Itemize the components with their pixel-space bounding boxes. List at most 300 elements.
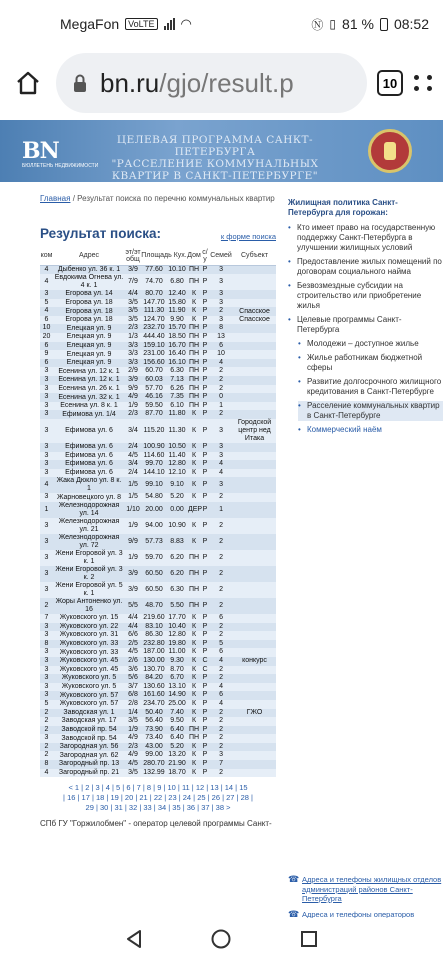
- table-cell: 144.10: [141, 469, 167, 478]
- table-row: [40, 393, 276, 402]
- table-cell: 3/9: [125, 376, 141, 385]
- address-cell: Ефимова ул. 6: [53, 419, 125, 443]
- table-cell: [233, 717, 276, 726]
- table-cell: [233, 566, 276, 582]
- table-cell: [233, 410, 276, 419]
- table-cell: 4: [209, 469, 233, 478]
- table-cell: ДЕР: [187, 502, 201, 518]
- table-cell: С: [202, 665, 208, 673]
- table-cell: 9/9: [125, 385, 141, 394]
- column-header: ком: [40, 247, 53, 265]
- sidebar-item[interactable]: • Кто имеет право на государственную поддержку Санкт-Петербурга в улучшении жилищных условий: [288, 223, 443, 253]
- table-cell: ПН: [188, 324, 200, 332]
- table-cell: 3: [40, 657, 53, 666]
- table-cell: 4/4: [125, 623, 141, 632]
- table-cell: 5: [40, 700, 53, 709]
- table-cell: 18.50: [168, 333, 186, 341]
- table-cell: 2: [40, 743, 53, 752]
- table-header-row: [40, 247, 276, 265]
- table-cell: Р: [202, 290, 208, 298]
- address-cell: Жени Егоровой ул. 3 к. 1: [53, 550, 125, 566]
- table-cell: Р: [202, 742, 208, 750]
- table-cell: 3: [209, 419, 233, 443]
- sidebar-subitem[interactable]: • Коммерческий наём: [298, 425, 443, 435]
- table-cell: 56.40: [141, 717, 167, 726]
- table-row: [40, 582, 276, 598]
- table-cell: 4/5: [125, 648, 141, 657]
- table-cell: 2: [209, 582, 233, 598]
- table-cell: [233, 582, 276, 598]
- table-cell: 3/9: [125, 582, 141, 598]
- table-cell: 4: [209, 700, 233, 709]
- table-row: [40, 419, 276, 443]
- table-cell: [233, 691, 276, 700]
- table-cell: 4: [209, 683, 233, 692]
- table-row: [40, 376, 276, 385]
- table-cell: 6.80: [167, 274, 187, 290]
- table-cell: 6.30: [167, 582, 187, 598]
- address-cell: Жуковского ул. 33: [53, 648, 125, 657]
- table-row: [40, 598, 276, 614]
- table-cell: К: [187, 717, 201, 726]
- table-cell: Р: [202, 717, 208, 725]
- table-cell: [233, 469, 276, 478]
- table-cell: Р: [201, 502, 209, 518]
- lock-icon: [72, 73, 88, 93]
- table-cell: [233, 443, 276, 452]
- table-row: [40, 333, 276, 342]
- table-cell: 2: [40, 709, 53, 718]
- table-cell: 111.30: [141, 307, 167, 316]
- sidebar-subitem[interactable]: • Жилье работникам бюджетной сферы: [298, 353, 443, 373]
- table-cell: [233, 666, 276, 675]
- sidebar-subitem[interactable]: • Развитие долгосрочного жилищного кредитования в Санкт-Петербурге: [298, 377, 443, 397]
- address-cell: Загородная ул. 56: [53, 743, 125, 752]
- search-form-link[interactable]: к форме поиска: [220, 232, 276, 241]
- table-cell: 9.50: [167, 717, 187, 726]
- table-row: [40, 290, 276, 299]
- address-cell: Жуковского ул. 15: [53, 614, 125, 623]
- table-cell: 7: [40, 614, 53, 623]
- table-cell: 60.70: [141, 367, 167, 376]
- table-cell: 2/4: [125, 469, 141, 478]
- address-cell: Елецкая ул. 9: [53, 333, 125, 342]
- table-cell: К: [187, 648, 201, 657]
- table-cell: Р: [201, 518, 209, 534]
- table-cell: 87.70: [141, 410, 167, 419]
- table-cell: ПН: [188, 333, 200, 341]
- table-cell: [233, 640, 276, 649]
- address-cell: Евдокима Огнева ул. 4 к. 1: [54, 274, 124, 290]
- table-cell: 280.70: [141, 760, 167, 769]
- back-icon[interactable]: [123, 928, 145, 950]
- table-cell: 187.00: [141, 648, 167, 657]
- table-cell: [233, 683, 276, 692]
- table-cell: Р: [202, 350, 208, 358]
- table-cell: ПН: [187, 582, 201, 598]
- table-cell: Р: [202, 691, 208, 699]
- table-row: [40, 683, 276, 692]
- table-cell: 60.03: [141, 376, 167, 385]
- table-cell: Р: [202, 751, 208, 759]
- table-cell: 1/5: [125, 493, 141, 502]
- table-cell: 2/9: [125, 367, 141, 376]
- table-cell: 4: [40, 274, 53, 290]
- table-cell: [233, 460, 276, 469]
- table-cell: 3/6: [125, 666, 141, 675]
- table-cell: [233, 299, 276, 308]
- table-cell: Р: [202, 460, 208, 468]
- table-cell: 73.90: [141, 726, 167, 735]
- table-cell: 11.00: [168, 648, 186, 656]
- table-cell: 6/8: [125, 691, 141, 700]
- table-cell: 3: [40, 376, 53, 385]
- table-cell: 5/5: [125, 598, 141, 614]
- table-cell: 3/9: [125, 265, 141, 274]
- table-cell: 3/5: [125, 307, 141, 316]
- table-cell: 1: [209, 502, 233, 518]
- table-cell: 3: [40, 290, 53, 299]
- table-row: [40, 443, 276, 452]
- table-cell: 6: [40, 316, 53, 325]
- table-cell: К: [187, 614, 201, 623]
- table-cell: 7.40: [167, 709, 187, 718]
- table-cell: 4/5: [125, 760, 141, 769]
- table-cell: 17.70: [168, 613, 186, 621]
- table-row: [40, 469, 276, 478]
- home-nav-icon[interactable]: [210, 928, 232, 950]
- table-cell: 86.30: [141, 631, 167, 640]
- table-cell: 3/3: [125, 342, 141, 351]
- table-cell: ПН: [188, 367, 200, 375]
- table-row: [40, 342, 276, 351]
- table-cell: [233, 452, 276, 461]
- table-cell: 20.00: [141, 502, 167, 518]
- column-header: Площадь Кух.: [141, 247, 187, 265]
- table-row: [40, 307, 276, 316]
- address-bar[interactable]: [56, 53, 367, 113]
- table-cell: 8: [40, 640, 53, 649]
- table-cell: С: [202, 656, 208, 664]
- table-cell: [233, 342, 276, 351]
- table-cell: [233, 518, 276, 534]
- table-cell: ГЖО: [233, 709, 276, 718]
- table-cell: 4: [209, 657, 233, 666]
- table-cell: 3: [40, 385, 53, 394]
- address-cell: Елецкая ул. 9: [53, 350, 125, 359]
- table-cell: Р: [202, 631, 208, 639]
- table-cell: К: [187, 460, 201, 469]
- table-cell: Р: [201, 477, 209, 493]
- contacts-link[interactable]: ☎ Адреса и телефоны операторов: [288, 910, 443, 929]
- pagination[interactable]: < 1 | 2 | 3 | 4 | 5 | 6 | 7 | 8 | 9 | 10 | 11 | 12 | 13 | 14 | 15 | 16 | 17 | 18 | 19 | 20 | 21 | 22 | 23 | 24 | 25 | 26 | 27 | 28 | 29 | 30 | 31 | 32 | 33 | 34 | 35 | 36 | 37 | 38 >: [63, 783, 253, 813]
- sidebar-subitem-active[interactable]: • Расселение коммунальных квартир в Санкт-Петербурге: [298, 401, 443, 421]
- table-cell: 3: [40, 493, 53, 502]
- table-row: [40, 657, 276, 666]
- table-cell: 3: [40, 582, 53, 598]
- battery-level: 81 %: [342, 16, 374, 32]
- table-cell: 8.83: [167, 534, 187, 550]
- signal-icon: [164, 18, 175, 30]
- table-cell: Р: [202, 768, 208, 776]
- clock: 08:52: [393, 16, 429, 32]
- table-cell: 3: [40, 648, 53, 657]
- table-cell: 13.20: [168, 751, 186, 759]
- table-cell: 2/3: [125, 410, 141, 419]
- table-cell: 3: [209, 299, 233, 308]
- breadcrumb-home-link[interactable]: Главная: [40, 194, 71, 203]
- table-cell: 130.70: [141, 666, 167, 675]
- table-cell: 3/9: [125, 566, 141, 582]
- table-cell: 4/9: [125, 751, 141, 760]
- table-cell: 14.90: [168, 691, 186, 699]
- table-cell: К: [187, 657, 201, 666]
- table-cell: 59.50: [141, 402, 167, 411]
- table-row: [40, 493, 276, 502]
- table-cell: 94.00: [141, 518, 167, 534]
- table-cell: 6: [209, 614, 233, 623]
- table-cell: Р: [202, 613, 208, 621]
- address-cell: Жуковского ул. 45: [53, 666, 125, 675]
- table-cell: 2/5: [125, 640, 141, 649]
- site-banner: [0, 120, 443, 182]
- table-cell: 99.00: [141, 751, 167, 760]
- address-cell: Елецкая ул. 9: [53, 324, 125, 333]
- table-cell: 2: [209, 566, 233, 582]
- sidebar-item[interactable]: • Предоставление жилых помещений по договорам социального найма: [288, 257, 443, 277]
- table-cell: 3: [209, 751, 233, 760]
- table-cell: К: [187, 518, 201, 534]
- table-row: [40, 743, 276, 752]
- table-cell: 3: [40, 460, 53, 469]
- table-cell: 4: [40, 769, 53, 778]
- address-cell: Жуковского ул. 33: [53, 640, 125, 649]
- table-cell: 5.50: [167, 598, 187, 614]
- column-header: Адрес: [53, 247, 125, 265]
- table-row: [40, 316, 276, 325]
- table-cell: 15.70: [168, 324, 186, 332]
- recents-icon[interactable]: [298, 928, 320, 950]
- table-row: [40, 751, 276, 760]
- table-cell: К: [187, 493, 201, 502]
- table-cell: Р: [202, 410, 208, 418]
- table-cell: 2: [209, 534, 233, 550]
- table-cell: Р: [202, 674, 208, 682]
- column-header: Дом: [187, 247, 201, 265]
- table-cell: 4/9: [125, 393, 141, 402]
- table-cell: Городской центр нед Итака: [233, 419, 276, 443]
- table-cell: конкурс: [233, 657, 276, 666]
- table-cell: 6.70: [167, 674, 187, 683]
- table-cell: [233, 290, 276, 299]
- table-cell: [233, 726, 276, 735]
- table-cell: 80.70: [141, 290, 167, 299]
- table-cell: [233, 359, 276, 368]
- table-cell: 5: [209, 640, 233, 649]
- table-cell: ПН: [188, 341, 200, 349]
- table-cell: 2: [40, 726, 53, 735]
- table-cell: 1/9: [125, 402, 141, 411]
- table-cell: Р: [201, 274, 209, 290]
- table-cell: [233, 402, 276, 411]
- table-cell: К: [187, 469, 201, 478]
- address-cell: Заводской пр. 54: [53, 726, 125, 735]
- table-cell: К: [187, 452, 201, 461]
- table-cell: 3: [40, 410, 53, 419]
- site-logo[interactable]: BN БЮЛЛЕТЕНЬ НЕДВИЖИМОСТИ: [22, 138, 99, 169]
- table-cell: 10: [209, 350, 233, 359]
- sidebar: [280, 192, 443, 950]
- table-cell: 3: [209, 452, 233, 461]
- table-cell: 3: [209, 316, 233, 325]
- sidebar-subitem[interactable]: • Молодежи – доступное жилье: [298, 339, 443, 349]
- sidebar-item[interactable]: • Безвозмездные субсидии на строительство или приобретение жилья: [288, 281, 443, 311]
- table-cell: [233, 674, 276, 683]
- banner-title: ЦЕЛЕВАЯ ПРОГРАММА САНКТ-ПЕТЕРБУРГА "РАССЕЛЕНИЕ КОММУНАЛЬНЫХ КВАРТИР В САНКТ-ПЕТЕРБУРГЕ": [111, 134, 319, 182]
- table-cell: 16.70: [168, 341, 186, 349]
- carrier-label: MegaFon: [60, 16, 120, 32]
- table-cell: 18.70: [168, 768, 186, 776]
- table-cell: 57.70: [141, 385, 167, 394]
- main-column: [0, 192, 280, 950]
- table-cell: 11.40: [168, 451, 186, 459]
- address-cell: Елецкая ул. 9: [53, 359, 125, 368]
- table-row: [40, 674, 276, 683]
- table-cell: 10.10: [168, 265, 186, 273]
- table-cell: [233, 376, 276, 385]
- table-cell: 444.40: [141, 333, 167, 342]
- address-cell: Жуковского ул. 22: [53, 623, 125, 632]
- table-cell: 6.20: [167, 566, 187, 582]
- table-cell: 130.60: [141, 683, 167, 692]
- address-cell: Жени Егоровой ул. 5 к. 1: [53, 582, 125, 598]
- table-cell: [233, 734, 276, 743]
- address-cell: Загородный пр. 21: [53, 769, 125, 778]
- table-cell: ПН: [187, 566, 201, 582]
- table-cell: 219.60: [141, 614, 167, 623]
- table-cell: 3/4: [125, 460, 141, 469]
- table-cell: 4/4: [125, 290, 141, 299]
- table-cell: 25.00: [168, 699, 186, 707]
- table-cell: Р: [202, 468, 208, 476]
- home-button[interactable]: [10, 65, 46, 101]
- table-cell: 77.60: [141, 265, 167, 274]
- table-row: [40, 666, 276, 675]
- table-cell: 3: [40, 402, 53, 411]
- breadcrumb-current: / Результат поиска по перечню коммунальных квартир: [72, 194, 275, 203]
- table-cell: 3: [209, 443, 233, 452]
- table-cell: 5.20: [167, 493, 187, 502]
- table-cell: 15.80: [168, 298, 186, 306]
- table-row: [40, 769, 276, 778]
- contacts-link[interactable]: ☎ Адреса и телефоны жилищных отделов администраций районов Санкт-Петербурга: [288, 875, 443, 904]
- table-row: [40, 648, 276, 657]
- table-cell: 2: [209, 376, 233, 385]
- table-cell: Р: [202, 734, 208, 742]
- table-cell: 6.10: [167, 402, 187, 411]
- table-cell: 5/6: [125, 674, 141, 683]
- table-cell: Р: [202, 358, 208, 366]
- menu-button[interactable]: [413, 75, 433, 91]
- table-cell: К: [187, 307, 201, 316]
- table-cell: 3/3: [125, 350, 141, 359]
- spb-emblem-icon: [368, 129, 412, 173]
- table-cell: 1/9: [125, 550, 141, 566]
- table-cell: 8: [209, 324, 233, 333]
- table-cell: К: [187, 683, 201, 692]
- table-cell: К: [187, 700, 201, 709]
- table-cell: [233, 769, 276, 778]
- volte-badge: VoLTE: [125, 18, 157, 30]
- table-cell: 2: [40, 751, 53, 760]
- tab-switcher-button[interactable]: 10: [377, 70, 403, 96]
- table-cell: 1/10: [125, 502, 141, 518]
- table-cell: ПН: [187, 274, 201, 290]
- table-cell: 4: [40, 265, 53, 274]
- table-cell: Р: [202, 367, 208, 375]
- table-cell: К: [187, 640, 201, 649]
- table-cell: [233, 502, 276, 518]
- table-cell: Р: [202, 682, 208, 690]
- address-cell: Заводская ул. 17: [53, 717, 125, 726]
- table-cell: ПН: [188, 265, 200, 273]
- table-cell: 6: [40, 359, 53, 368]
- table-cell: Р: [201, 582, 209, 598]
- address-cell: Жуковского ул. 5: [53, 683, 125, 692]
- table-cell: 3: [40, 566, 53, 582]
- table-cell: 8: [40, 760, 53, 769]
- table-cell: 48.70: [141, 598, 167, 614]
- table-cell: 232.70: [141, 324, 167, 333]
- table-cell: Р: [202, 298, 208, 306]
- address-cell: Железнодорожная ул. 21: [53, 518, 125, 534]
- table-cell: Р: [202, 493, 208, 501]
- table-cell: 2/3: [125, 324, 141, 333]
- table-cell: 114.60: [141, 452, 167, 461]
- table-cell: 4: [40, 307, 53, 316]
- address-cell: Елецкая ул. 9: [53, 342, 125, 351]
- column-header: Семей: [209, 247, 233, 265]
- table-cell: К: [187, 290, 201, 299]
- table-cell: К: [187, 743, 201, 752]
- address-cell: Жени Егоровой ул. 3 к. 2: [53, 566, 125, 582]
- table-cell: [233, 493, 276, 502]
- table-cell: 13.10: [168, 682, 186, 690]
- table-cell: 16.10: [168, 358, 186, 366]
- table-cell: 124.70: [141, 316, 167, 325]
- table-cell: 10.90: [167, 518, 187, 534]
- table-cell: 9.90: [167, 316, 187, 325]
- table-cell: 2: [209, 734, 233, 743]
- table-cell: Р: [202, 376, 208, 384]
- table-cell: 1/3: [125, 333, 141, 342]
- table-cell: 3/3: [125, 359, 141, 368]
- table-cell: 7: [209, 760, 233, 769]
- table-cell: Р: [202, 648, 208, 656]
- table-cell: ПН: [188, 350, 200, 358]
- table-cell: 3/5: [125, 299, 141, 308]
- address-cell: Егорова ул. 14: [53, 290, 125, 299]
- table-cell: 2: [40, 717, 53, 726]
- address-cell: Загородная ул. 62: [53, 751, 125, 760]
- address-cell: Железнодорожная ул. 14: [53, 502, 125, 518]
- address-cell: Жуковского ул. 5: [53, 674, 125, 683]
- table-cell: 6.20: [167, 550, 187, 566]
- table-cell: 16.40: [168, 350, 186, 358]
- sidebar-item[interactable]: • Целевые программы Санкт-Петербурга: [288, 315, 443, 335]
- address-cell: Жуковского ул. 57: [53, 700, 125, 709]
- table-cell: 1: [40, 502, 53, 518]
